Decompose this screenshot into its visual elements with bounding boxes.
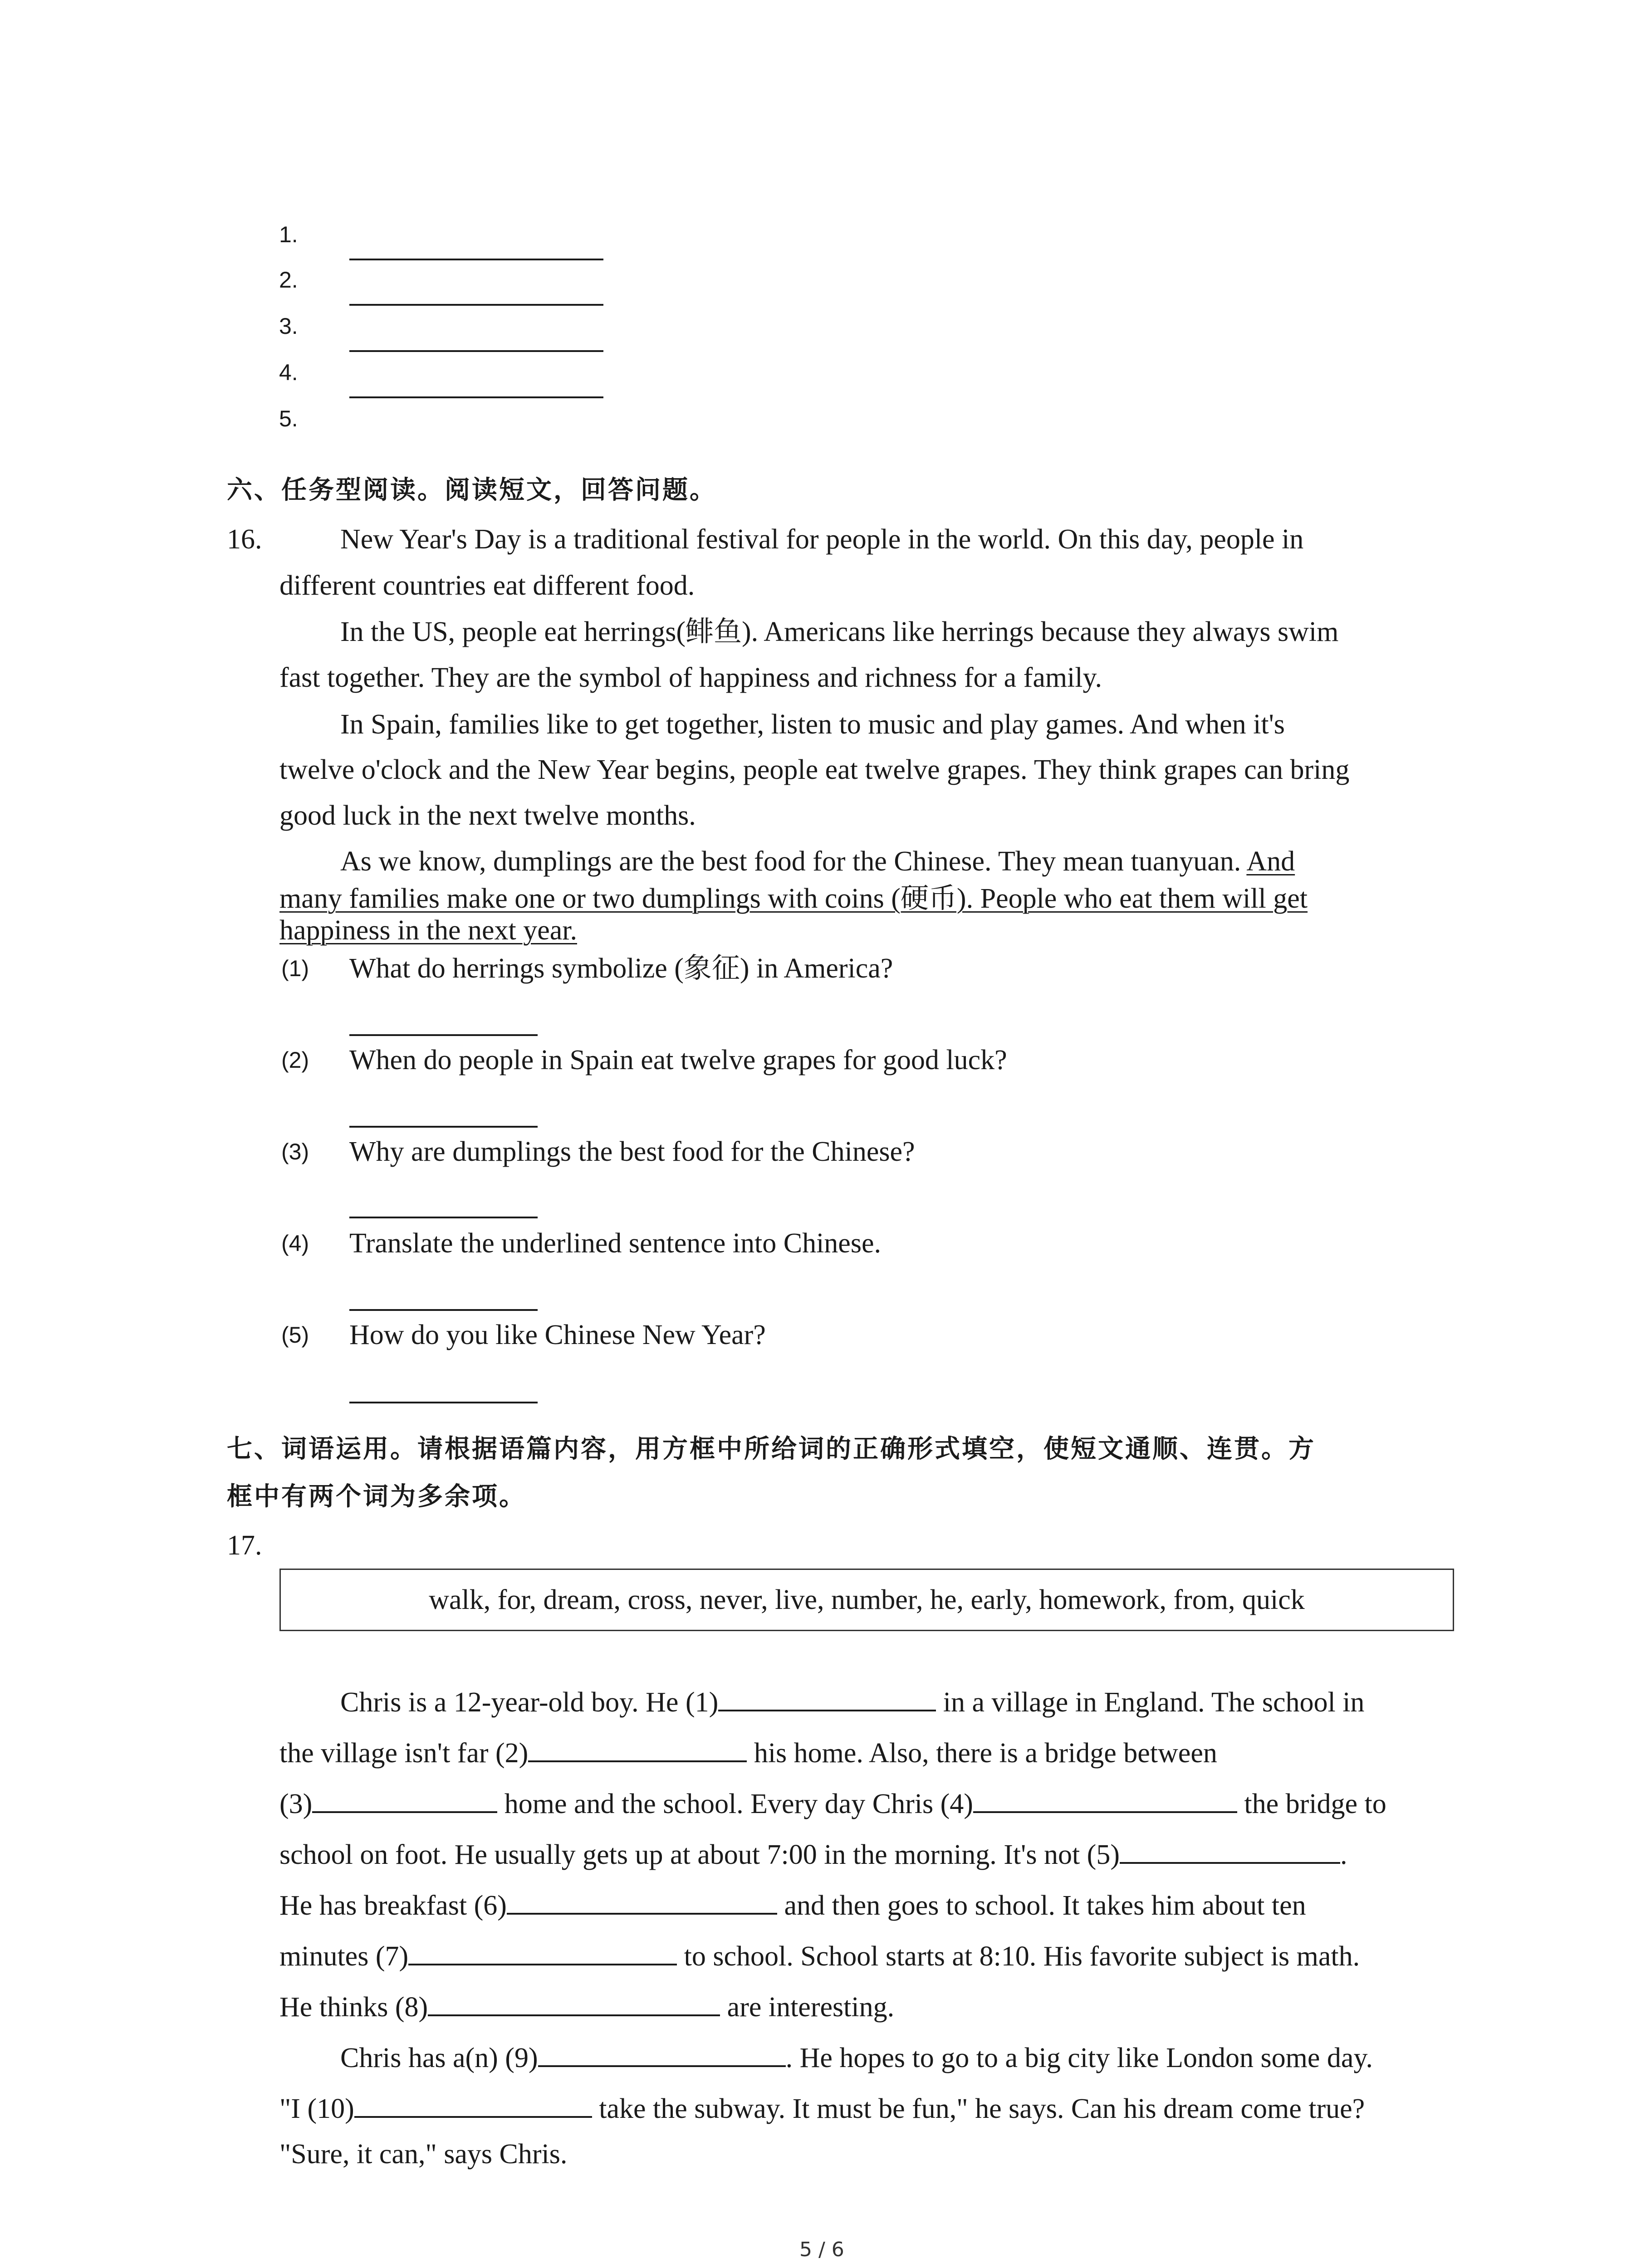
cloze-text: school on foot. He usually gets up at about 7:00 in the morning. It's not (5) xyxy=(279,1839,1120,1870)
answer-blank[interactable] xyxy=(349,259,603,260)
sub-question-text: Translate the underlined sentence into Chinese. xyxy=(349,1228,881,1259)
blank-6[interactable] xyxy=(507,1893,777,1915)
cloze-text: his home. Also, there is a bridge between xyxy=(747,1738,1217,1769)
cloze-text: Chris has a(n) (9) xyxy=(340,2043,538,2073)
cloze-text: . He hopes to go to a big city like London some day. xyxy=(785,2043,1373,2073)
cloze-text: are interesting. xyxy=(720,1992,895,2023)
blank-5[interactable] xyxy=(1120,1842,1340,1864)
passage-line: fast together. They are the symbol of happiness and richness for a family. xyxy=(279,662,1102,693)
cloze-text: minutes (7) xyxy=(279,1941,409,1972)
cloze-text: Chris is a 12-year-old boy. He (1) xyxy=(340,1687,719,1718)
blank-1[interactable] xyxy=(718,1690,936,1711)
blank-9[interactable] xyxy=(538,2045,786,2067)
underlined-sentence: many families make one or two dumplings with coins (硬币). People who eat them will get xyxy=(279,883,1308,914)
sub-question-number: (3) xyxy=(281,1139,309,1164)
sub-question-number: (5) xyxy=(281,1322,309,1348)
answer-blank[interactable] xyxy=(349,350,603,352)
cloze-text: the village isn't far (2) xyxy=(279,1738,529,1769)
list-number: 2. xyxy=(279,267,298,293)
section-6-heading: 六、任务型阅读。阅读短文，回答问题。 xyxy=(227,475,717,505)
cloze-text: in a village in England. The school in xyxy=(936,1687,1365,1718)
cloze-line xyxy=(279,2140,567,2168)
cloze-text: and then goes to school. It takes him about ten xyxy=(777,1890,1306,1921)
underlined-sentence: And xyxy=(1246,846,1295,877)
cloze-line xyxy=(279,1993,894,2021)
cloze-text: to school. School starts at 8:10. His favorite subject is math. xyxy=(677,1941,1360,1972)
sub-question-number: (1) xyxy=(281,956,309,981)
cloze-text: . xyxy=(1340,1839,1347,1870)
sub-question-text: What do herrings symbolize (象征) in America? xyxy=(349,953,893,984)
cloze-line xyxy=(340,1688,1364,1716)
blank-10[interactable] xyxy=(354,2096,592,2118)
cloze-line xyxy=(340,2044,1373,2072)
passage-line: good luck in the next twelve months. xyxy=(279,800,696,831)
cloze-line xyxy=(279,1892,1306,1920)
passage-line: different countries eat different food. xyxy=(279,570,695,601)
passage-line xyxy=(340,847,1295,875)
list-number: 1. xyxy=(279,222,298,247)
cloze-text: the bridge to xyxy=(1237,1789,1386,1819)
answer-blank[interactable] xyxy=(349,1309,538,1311)
list-number: 3. xyxy=(279,313,298,339)
page-number: 5 / 6 xyxy=(799,2238,844,2261)
cloze-text: "I (10) xyxy=(279,2093,354,2124)
passage-line: In the US, people eat herrings(鲱鱼). Americans like herrings because they always swim xyxy=(340,616,1339,647)
cloze-line xyxy=(279,1739,1217,1767)
list-number: 4. xyxy=(279,360,298,385)
question-number: 16. xyxy=(227,524,262,555)
answer-blank[interactable] xyxy=(349,1126,538,1128)
blank-7[interactable] xyxy=(408,1944,677,1965)
word-box xyxy=(279,1569,1454,1631)
passage-line: New Year's Day is a traditional festival for people in the world. On this day, people in xyxy=(340,524,1304,555)
cloze-text: (3) xyxy=(279,1789,313,1819)
question-number: 17. xyxy=(227,1530,262,1561)
cloze-line xyxy=(279,1841,1347,1869)
sub-question-text: How do you like Chinese New Year? xyxy=(349,1320,766,1350)
cloze-line xyxy=(279,1942,1360,1970)
blank-2[interactable] xyxy=(528,1740,747,1762)
section-7-heading: 七、词语运用。请根据语篇内容，用方框中所给词的正确形式填空，使短文通顺、连贯。方 xyxy=(227,1434,1316,1464)
cloze-text: home and the school. Every day Chris (4) xyxy=(497,1789,973,1819)
answer-blank[interactable] xyxy=(349,1034,538,1036)
blank-3[interactable] xyxy=(312,1791,497,1813)
cloze-text: He has breakfast (6) xyxy=(279,1890,507,1921)
word-bank: walk, for, dream, cross, never, live, number, he, early, homework, from, quick xyxy=(429,1584,1305,1615)
sub-question-text: Why are dumplings the best food for the Chinese? xyxy=(349,1136,915,1167)
sub-question-number: (2) xyxy=(281,1047,309,1073)
blank-4[interactable] xyxy=(973,1791,1237,1813)
answer-blank[interactable] xyxy=(349,396,603,398)
cloze-line xyxy=(279,1790,1386,1818)
cloze-line xyxy=(279,2095,1365,2123)
list-number: 5. xyxy=(279,406,298,431)
sub-question-number: (4) xyxy=(281,1231,309,1256)
answer-blank[interactable] xyxy=(349,1402,538,1403)
underlined-sentence: happiness in the next year. xyxy=(279,915,577,946)
passage-line: In Spain, families like to get together, listen to music and play games. And when it's xyxy=(340,709,1285,740)
passage-text: As we know, dumplings are the best food for the Chinese. They mean tuanyuan. xyxy=(340,846,1247,877)
cloze-text: He thinks (8) xyxy=(279,1992,428,2023)
sub-question-text: When do people in Spain eat twelve grapes for good luck? xyxy=(349,1045,1007,1075)
answer-blank[interactable] xyxy=(349,1217,538,1218)
cloze-text: take the subway. It must be fun," he says. Can his dream come true? xyxy=(592,2093,1365,2124)
answer-blank[interactable] xyxy=(349,304,603,306)
passage-line: twelve o'clock and the New Year begins, people eat twelve grapes. They think grapes can bring xyxy=(279,754,1350,785)
blank-8[interactable] xyxy=(428,1994,720,2016)
section-7-heading: 框中有两个词为多余项。 xyxy=(227,1482,526,1511)
cloze-text: "Sure, it can," says Chris. xyxy=(279,2139,568,2170)
